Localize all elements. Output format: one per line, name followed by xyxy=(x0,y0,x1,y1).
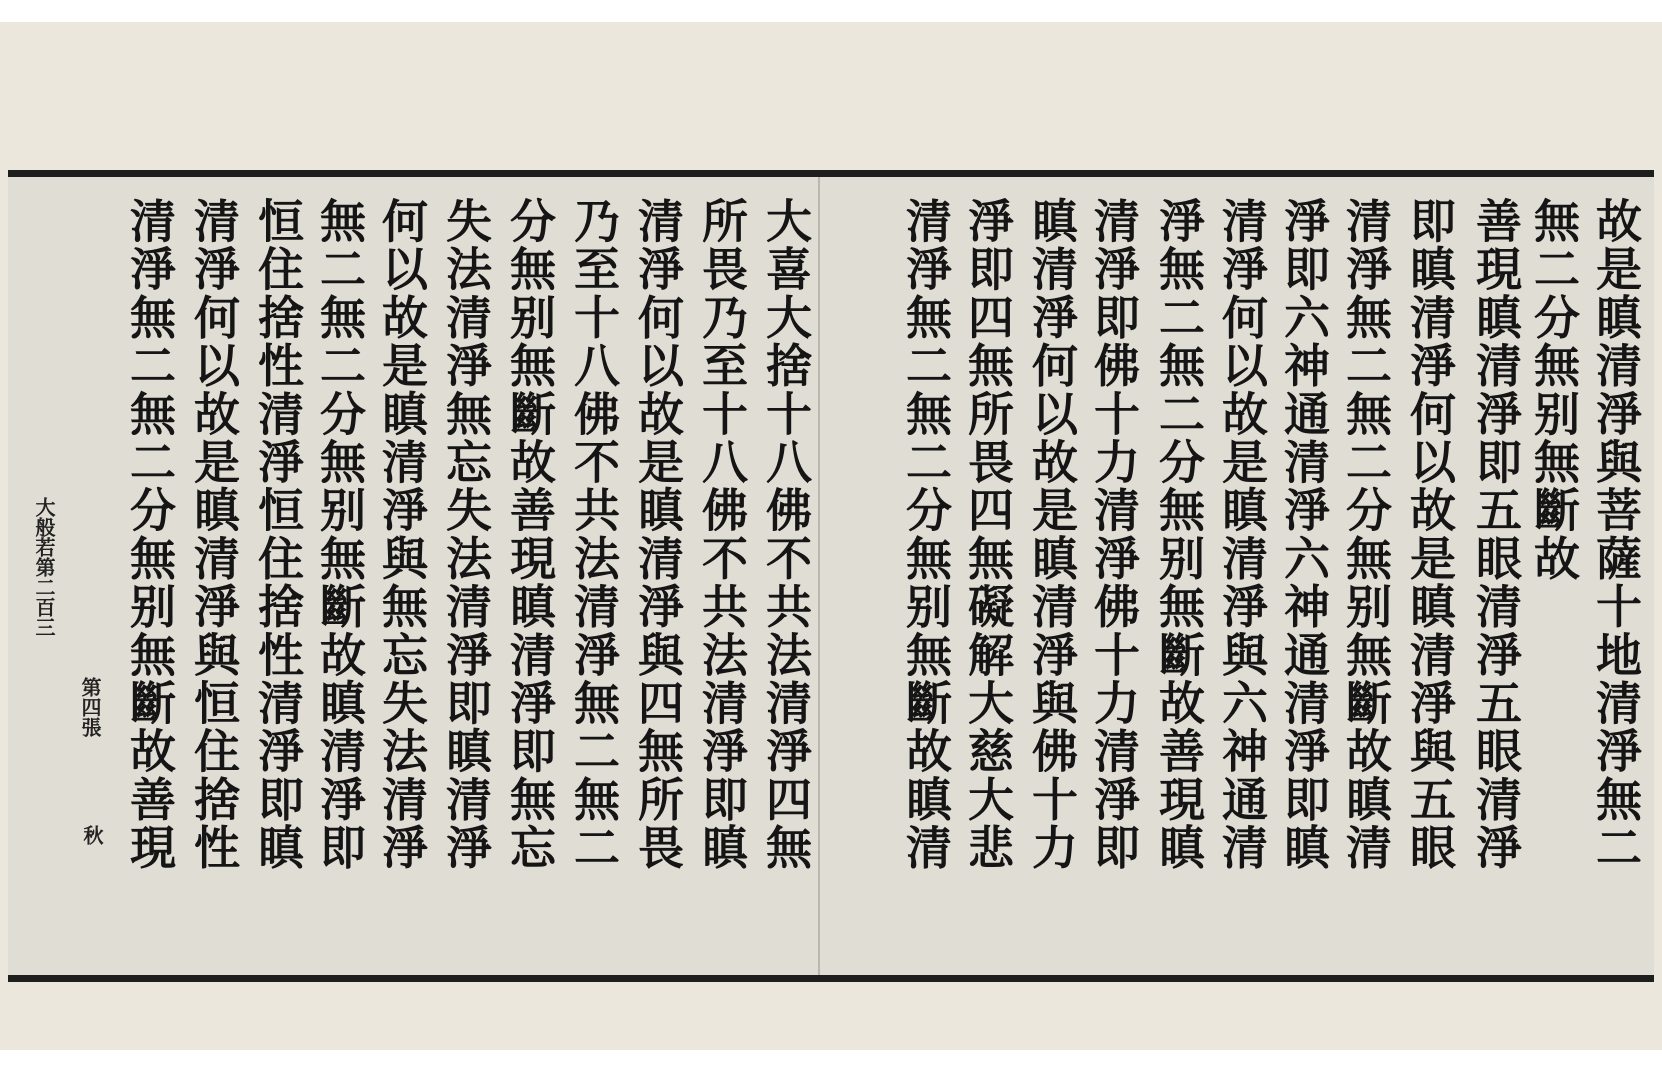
text-column: 何以故是瞋清淨與無忘失法清淨 xyxy=(375,197,429,872)
text-column: 清淨即佛十力清淨佛十力清淨即 xyxy=(1087,197,1141,872)
text-column: 故是瞋清淨與菩薩十地清淨無二 xyxy=(1589,197,1643,872)
text-column: 失法清淨無忘失法清淨即瞋清淨 xyxy=(439,197,493,872)
text-column: 淨即四無所畏四無礙解大慈大悲 xyxy=(961,197,1015,872)
margin-page-note: 第四張 xyxy=(78,677,102,737)
text-column: 清淨無二無二分無别無斷故瞋清 xyxy=(1339,197,1393,872)
text-column: 淨無二無二分無别無斷故善現瞋 xyxy=(1152,197,1206,872)
text-column: 清淨無二無二分無别無斷故瞋清 xyxy=(899,197,953,872)
text-column: 大喜大捨十八佛不共法清淨四無 xyxy=(759,197,813,872)
margin-carver-note: 秋 xyxy=(80,825,104,845)
text-column: 無二分無别無斷故 xyxy=(1527,197,1581,583)
text-columns xyxy=(8,177,1654,975)
text-column: 乃至十八佛不共法清淨無二無二 xyxy=(567,197,621,872)
text-column: 善現瞋清淨即五眼清淨五眼清淨 xyxy=(1469,197,1523,872)
text-column: 所畏乃至十八佛不共法清淨即瞋 xyxy=(695,197,749,872)
text-column: 清淨何以故是瞋清淨與六神通清 xyxy=(1215,197,1269,872)
text-column: 清淨何以故是瞋清淨與四無所畏 xyxy=(631,197,685,872)
text-column: 瞋清淨何以故是瞋清淨與佛十力 xyxy=(1025,197,1079,872)
printed-text-block xyxy=(8,170,1654,982)
text-column: 無二無二分無别無斷故瞋清淨即 xyxy=(313,197,367,872)
text-column: 清淨何以故是瞋清淨與恒住捨性 xyxy=(187,197,241,872)
text-column: 清淨無二無二分無别無斷故善現 xyxy=(123,197,177,872)
margin-title-note: 大般若第二百三 xyxy=(32,497,56,637)
text-column: 恒住捨性清淨恒住捨性清淨即瞋 xyxy=(251,197,305,872)
text-column: 即瞋清淨何以故是瞋清淨與五眼 xyxy=(1403,197,1457,872)
paper-background xyxy=(0,22,1662,1050)
text-column: 分無别無斷故善現瞋清淨即無忘 xyxy=(503,197,557,872)
text-column: 淨即六神通清淨六神通清淨即瞋 xyxy=(1277,197,1331,872)
